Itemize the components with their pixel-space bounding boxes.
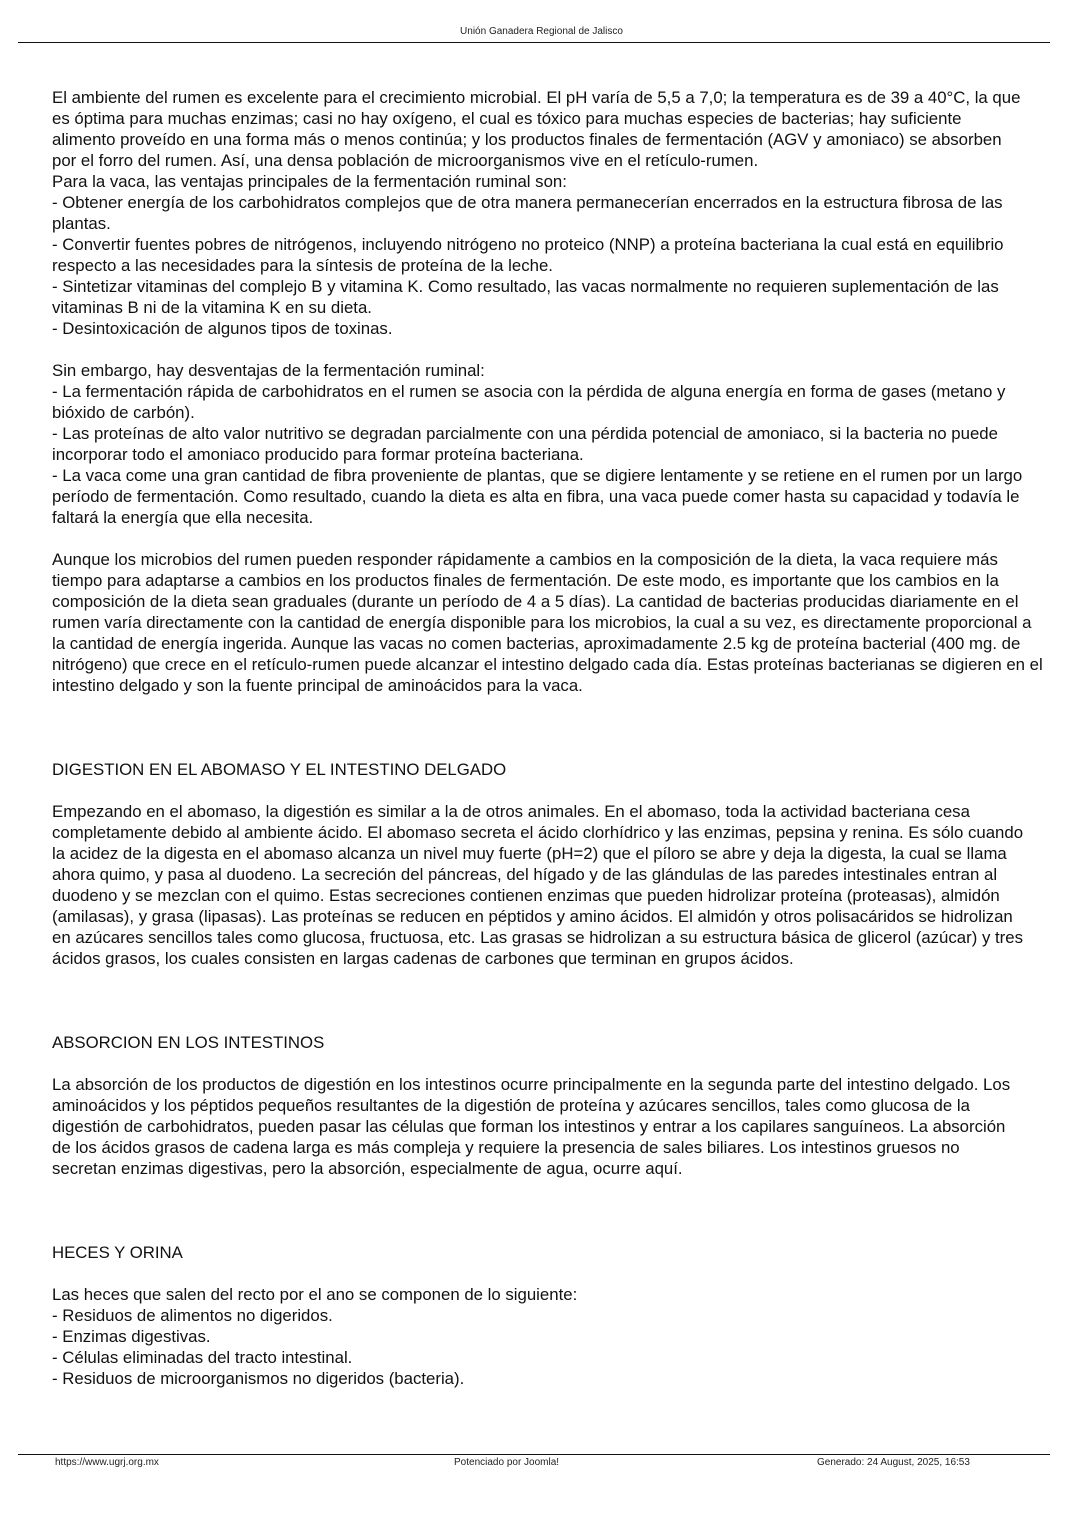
section-heading-heces: HECES Y ORINA xyxy=(52,1243,183,1262)
paragraph-heces-list: Las heces que salen del recto por el ano se componen de lo siguiente: - Residuos de alimentos no digeridos. - Enzimas digestivas. - Células eliminadas del tracto intestinal. - Residuos de microorganismos no digeridos (bacteria). xyxy=(52,1285,578,1388)
page-header-title: Unión Ganadera Regional de Jalisco xyxy=(460,26,623,37)
paragraph-disadvantages: Sin embargo, hay desventajas de la fermentación ruminal: - La fermentación rápida de carbohidratos en el rumen se asocia con la pérdida de alguna energía en forma de gases (metano y bióxido de carbón). - Las proteínas de alto valor nutritivo se degradan parcialmente con una pérdida potencial de amoniaco, si la bacteria no puede incorporar todo el amoniaco producido para formar proteína bacteriana. - La vaca come una gran cantidad de fibra proveniente de plantas, que se digiere lentamente y se retiene en el rumen por un largo período de fermentación. Como resultado, cuando la dieta es alta en fibra, una vaca puede comer hasta su capacidad y todavía le faltará la energía que ella necesita. xyxy=(52,361,1023,527)
section-heading-absorcion: ABSORCION EN LOS INTESTINOS xyxy=(52,1033,325,1052)
section-heading-abomaso: DIGESTION EN EL ABOMASO Y EL INTESTINO DELGADO xyxy=(52,760,507,779)
article-body xyxy=(52,87,1047,1389)
paragraph-abomaso-digestion: Empezando en el abomaso, la digestión es similar a la de otros animales. En el abomaso, toda la actividad bacteriana cesa completamente debido al ambiente ácido. El abomaso secreta el ácido clorhídrico y las enzimas, pepsina y renina. Es sólo cuando la acidez de la digesta en el abomaso alcanza un nivel muy fuerte (pH=2) que el píloro se abre y deja la digesta, la cual se llama ahora quimo, y pasa al duodeno. La secreción del páncreas, del hígado y de las glándulas de las paredes intestinales entran al duodeno y se mezclan con el quimo. Estas secreciones contienen enzimas que pueden hidrolizar proteína (proteasas), almidón (amilasas), y grasa (lipasas). Las proteínas se reducen en péptidos y amino ácidos. El almidón y otros polisacáridos se hidrolizan en azúcares sencillos tales como glucosa, fructuosa, etc. Las grasas se hidrolizan a su estructura básica de glicerol (azúcar) y tres ácidos grasos, los cuales consisten en largas cadenas de carbones que terminan en grupos ácidos. xyxy=(52,802,1024,968)
paragraph-microbes-adaptation: Aunque los microbios del rumen pueden responder rápidamente a cambios en la composición de la dieta, la vaca requiere más tiempo para adaptarse a cambios en los productos finales de fermentación. De este modo, es importante que los cambios en la composición de la dieta sean graduales (durante un período de 4 a 5 días). La cantidad de bacterias producidas diariamente en el rumen varía directamente con la cantidad de energía disponible para los microbios, la cual a su vez, es directamente proporcional a la cantidad de energía ingerida. Aunque las vacas no comen bacterias, aproximadamente 2.5 kg de proteína bacterial (400 mg. de nitrógeno) que crece en el retículo-rumen puede alcanzar el intestino delgado cada día. Estas proteínas bacterianas se digieren en el intestino delgado y son la fuente principal de aminoácidos para la vaca. xyxy=(52,550,1043,695)
footer-url-link[interactable]: https://www.ugrj.org.mx xyxy=(55,1457,159,1468)
header-divider xyxy=(18,42,1050,43)
footer-powered-by: Potenciado por Joomla! xyxy=(454,1457,560,1468)
footer-generated-date: Generado: 24 August, 2025, 16:53 xyxy=(817,1457,970,1468)
paragraph-intestinal-absorption: La absorción de los productos de digestión en los intestinos ocurre principalmente en la segunda parte del intestino delgado. Los aminoácidos y los péptidos pequeños resultantes de la digestión de proteína y azúcares sencillos, tales como glucosa de la digestión de carbohidratos, pueden pasar las células que forman los intestinos y entrar a los capilares sanguíneos. La absorción de los ácidos grasos de cadena larga es más compleja y requiere la presencia de sales biliares. Los intestinos gruesos no secretan enzimas digestivas, pero la absorción, especialmente de agua, ocurre aquí. xyxy=(52,1075,1011,1178)
paragraph-rumen-environment: El ambiente del rumen es excelente para el crecimiento microbial. El pH varía de 5,5 a 7,0; la temperatura es de 39 a 40°C, la que es óptima para muchas enzimas; casi no hay oxígeno, el cual es tóxico para muchas especies de bacterias; hay suficiente alimento proveído en una forma más o menos continúa; y los productos finales de fermentación (AGV y amoniaco) se absorben por el forro del rumen. Así, una densa población de microorganismos vive en el retículo-rumen. Para la vaca, las ventajas principales de la fermentación ruminal son: - Obtener energía de los carbohidratos complejos que de otra manera permanecerían encerrados en la estructura fibrosa de las plantas. - Convertir fuentes pobres de nitrógenos, incluyendo nitrógeno no proteico (NNP) a proteína bacteriana la cual está en equilibrio respecto a las necesidades para la síntesis de proteína de la leche. - Sintetizar vitaminas del complejo B y vitamina K. Como resultado, las vacas normalmente no requieren suplementación de las vitaminas B ni de la vitamina K en su dieta. - Desintoxicación de algunos tipos de toxinas. xyxy=(52,88,1021,338)
footer-divider xyxy=(18,1454,1050,1455)
